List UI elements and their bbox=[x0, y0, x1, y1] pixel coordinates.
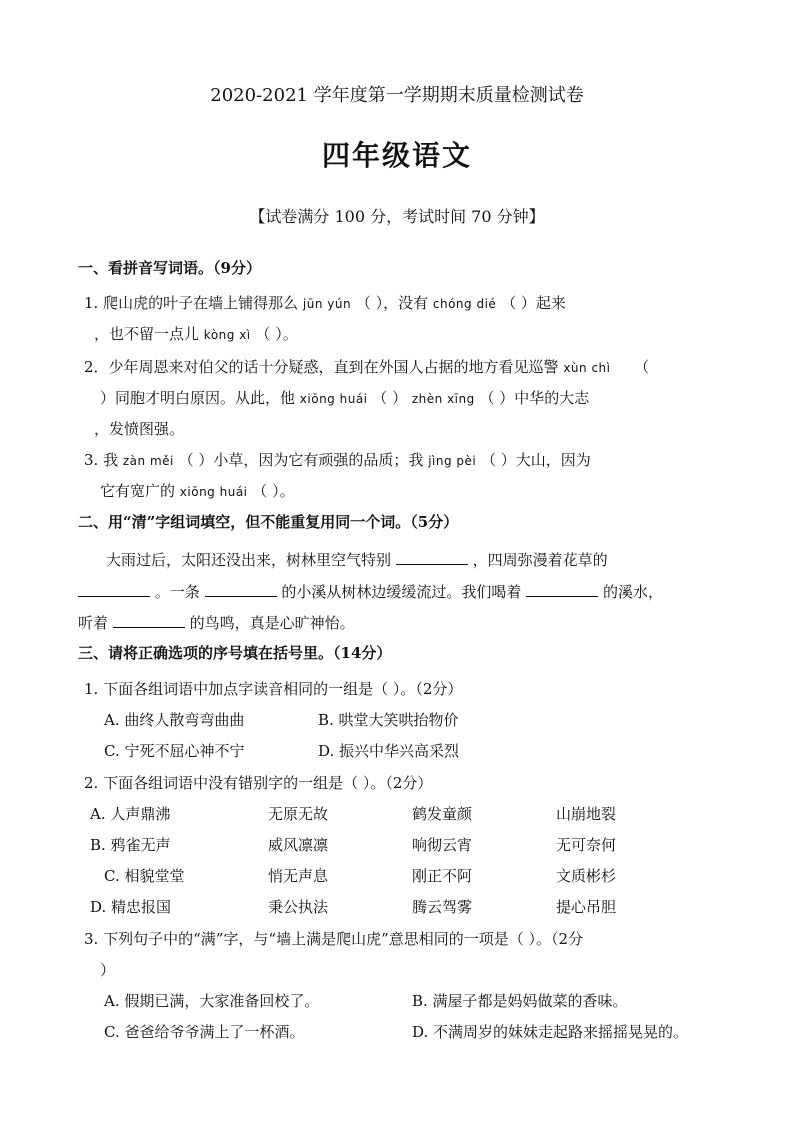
s3-q2-stem: 2. 下面各组词语中没有错别字的一组是（ ）。（2分） bbox=[84, 774, 433, 792]
fill-blank[interactable] bbox=[205, 580, 277, 597]
text: 听着 bbox=[78, 614, 109, 632]
text: 。一条 bbox=[154, 583, 200, 601]
exam-subtitle: 【试卷满分 100 分，考试时间 70 分钟】 bbox=[249, 207, 545, 226]
s1-q3-line1 bbox=[84, 450, 591, 471]
text: （ ），没有 bbox=[355, 294, 429, 312]
text: ）同胞才明白原因。从此，他 bbox=[100, 389, 296, 407]
s3-q3-stem-cont: ） bbox=[100, 961, 116, 979]
text: 它有宽广的 bbox=[100, 482, 176, 500]
s3-q2-row-d[interactable]: D. 精忠报国 bbox=[90, 898, 172, 916]
s3-q2-row-c-word: 悄无声息 bbox=[268, 867, 329, 885]
pinyin: jìng pèi bbox=[428, 454, 477, 468]
fill-blank[interactable] bbox=[396, 548, 468, 565]
section-3-heading: 三、请将正确选项的序号填在括号里。（14分） bbox=[78, 644, 392, 662]
s2-para-line1 bbox=[106, 548, 608, 570]
text: 1. 爬山虎的叶子在墙上铺得那么 bbox=[84, 294, 299, 312]
s1-q2-line1 bbox=[84, 357, 649, 378]
pinyin: xùn chì bbox=[563, 361, 611, 375]
s3-q2-row-a-word: 鹤发童颜 bbox=[412, 805, 473, 823]
s1-q1-line2 bbox=[94, 324, 298, 345]
s3-q2-row-b-word: 威风凛凛 bbox=[268, 836, 329, 854]
exam-header: 2020-2021 学年度第一学期期末质量检测试卷 bbox=[210, 85, 584, 106]
s1-q2-line3: ，发愤图强。 bbox=[94, 420, 185, 438]
text: （ ）小草，因为它有顽强的品质；我 bbox=[178, 451, 424, 469]
fill-blank[interactable] bbox=[526, 580, 598, 597]
s3-q2-row-a-word: 无原无故 bbox=[268, 805, 329, 823]
text: 2．少年周恩来对伯父的话十分疑惑，直到在外国人占据的地方看见巡警 bbox=[84, 358, 559, 376]
s3-q3-stem: 3. 下列句子中的“满”字，与“墙上满是爬山虎”意思相同的一项是（ ）。（2分 bbox=[84, 930, 584, 948]
text: ，四周弥漫着花草的 bbox=[472, 551, 608, 569]
s3-q1-option-d[interactable]: D. 振兴中华兴高采烈 bbox=[318, 742, 460, 760]
s3-q2-row-a-word: 山崩地裂 bbox=[556, 805, 617, 823]
pinyin: zhèn xīng bbox=[411, 392, 475, 406]
s3-q3-option-c[interactable]: C. 爸爸给爷爷满上了一杯酒。 bbox=[104, 1023, 305, 1041]
s3-q2-row-b-word: 无可奈何 bbox=[556, 836, 617, 854]
pinyin: chóng dié bbox=[432, 297, 497, 311]
text: 的鸟鸣，真是心旷神怡。 bbox=[189, 614, 355, 632]
s3-q2-row-a[interactable]: A. 人声鼎沸 bbox=[90, 805, 171, 823]
text: （ ）。 bbox=[255, 325, 298, 343]
s3-q2-row-d-word: 腾云驾雾 bbox=[412, 898, 473, 916]
section-2-heading: 二、用“清”字组词填空，但不能重复用同一个词。（5分） bbox=[78, 513, 459, 531]
pinyin: zàn měi bbox=[122, 454, 174, 468]
text: 的溪水， bbox=[602, 583, 663, 601]
text: ，也不留一点儿 bbox=[94, 325, 200, 343]
pinyin: xiōng huái bbox=[179, 485, 248, 499]
fill-blank[interactable] bbox=[78, 580, 150, 597]
s3-q3-option-b[interactable]: B. 满屋子都是妈妈做菜的香味。 bbox=[412, 992, 628, 1010]
s2-para-line2 bbox=[78, 580, 663, 602]
page-title: 四年级语文 bbox=[321, 139, 472, 172]
pinyin: kòng xì bbox=[203, 328, 251, 342]
s3-q3-option-a[interactable]: A. 假期已满，大家准备回校了。 bbox=[104, 992, 320, 1010]
s3-q1-option-a[interactable]: A. 曲终人散弯弯曲曲 bbox=[104, 711, 245, 729]
text: （ ）中华的大志 bbox=[479, 389, 590, 407]
text: （ ）起来 bbox=[501, 294, 566, 312]
text: （ ）大山，因为 bbox=[481, 451, 591, 469]
s3-q3-option-d[interactable]: D. 不满周岁的妹妹走起路来摇摇晃晃的。 bbox=[412, 1023, 689, 1041]
s3-q2-row-b-word: 响彻云宵 bbox=[412, 836, 473, 854]
s3-q2-row-b[interactable]: B. 鸦雀无声 bbox=[90, 836, 171, 854]
text: 大雨过后，太阳还没出来，树林里空气特别 bbox=[106, 551, 392, 569]
text: （ ） bbox=[372, 389, 408, 407]
text: 的小溪从树林边缓缓流过。我们喝着 bbox=[281, 583, 522, 601]
s3-q1-stem: 1. 下面各组词语中加点字读音相同的一组是（ ）。（2分） bbox=[84, 680, 463, 698]
s1-q3-line2 bbox=[100, 481, 295, 502]
s1-q2-line2 bbox=[100, 388, 589, 409]
section-1-heading: 一、看拼音写词语。（9分） bbox=[78, 259, 261, 277]
text: （ bbox=[634, 358, 650, 376]
s2-para-line3 bbox=[78, 611, 355, 633]
pinyin: jūn yún bbox=[302, 297, 352, 311]
s3-q2-row-d-word: 秉公执法 bbox=[268, 898, 329, 916]
s3-q2-row-c-word: 文质彬杉 bbox=[556, 867, 617, 885]
s3-q2-row-c[interactable]: C. 相貌堂堂 bbox=[104, 867, 185, 885]
s3-q2-row-c-word: 刚正不阿 bbox=[412, 867, 473, 885]
text: （ ）。 bbox=[252, 482, 295, 500]
s1-q1-line1 bbox=[84, 293, 566, 314]
pinyin: xiōng huái bbox=[299, 392, 368, 406]
s3-q1-option-c[interactable]: C. 宁死不屈心神不宁 bbox=[104, 742, 245, 760]
text: 3. 我 bbox=[84, 451, 119, 469]
fill-blank[interactable] bbox=[113, 611, 185, 628]
s3-q2-row-d-word: 提心吊胆 bbox=[556, 898, 617, 916]
s3-q1-option-b[interactable]: B. 哄堂大笑哄抬物价 bbox=[318, 711, 459, 729]
